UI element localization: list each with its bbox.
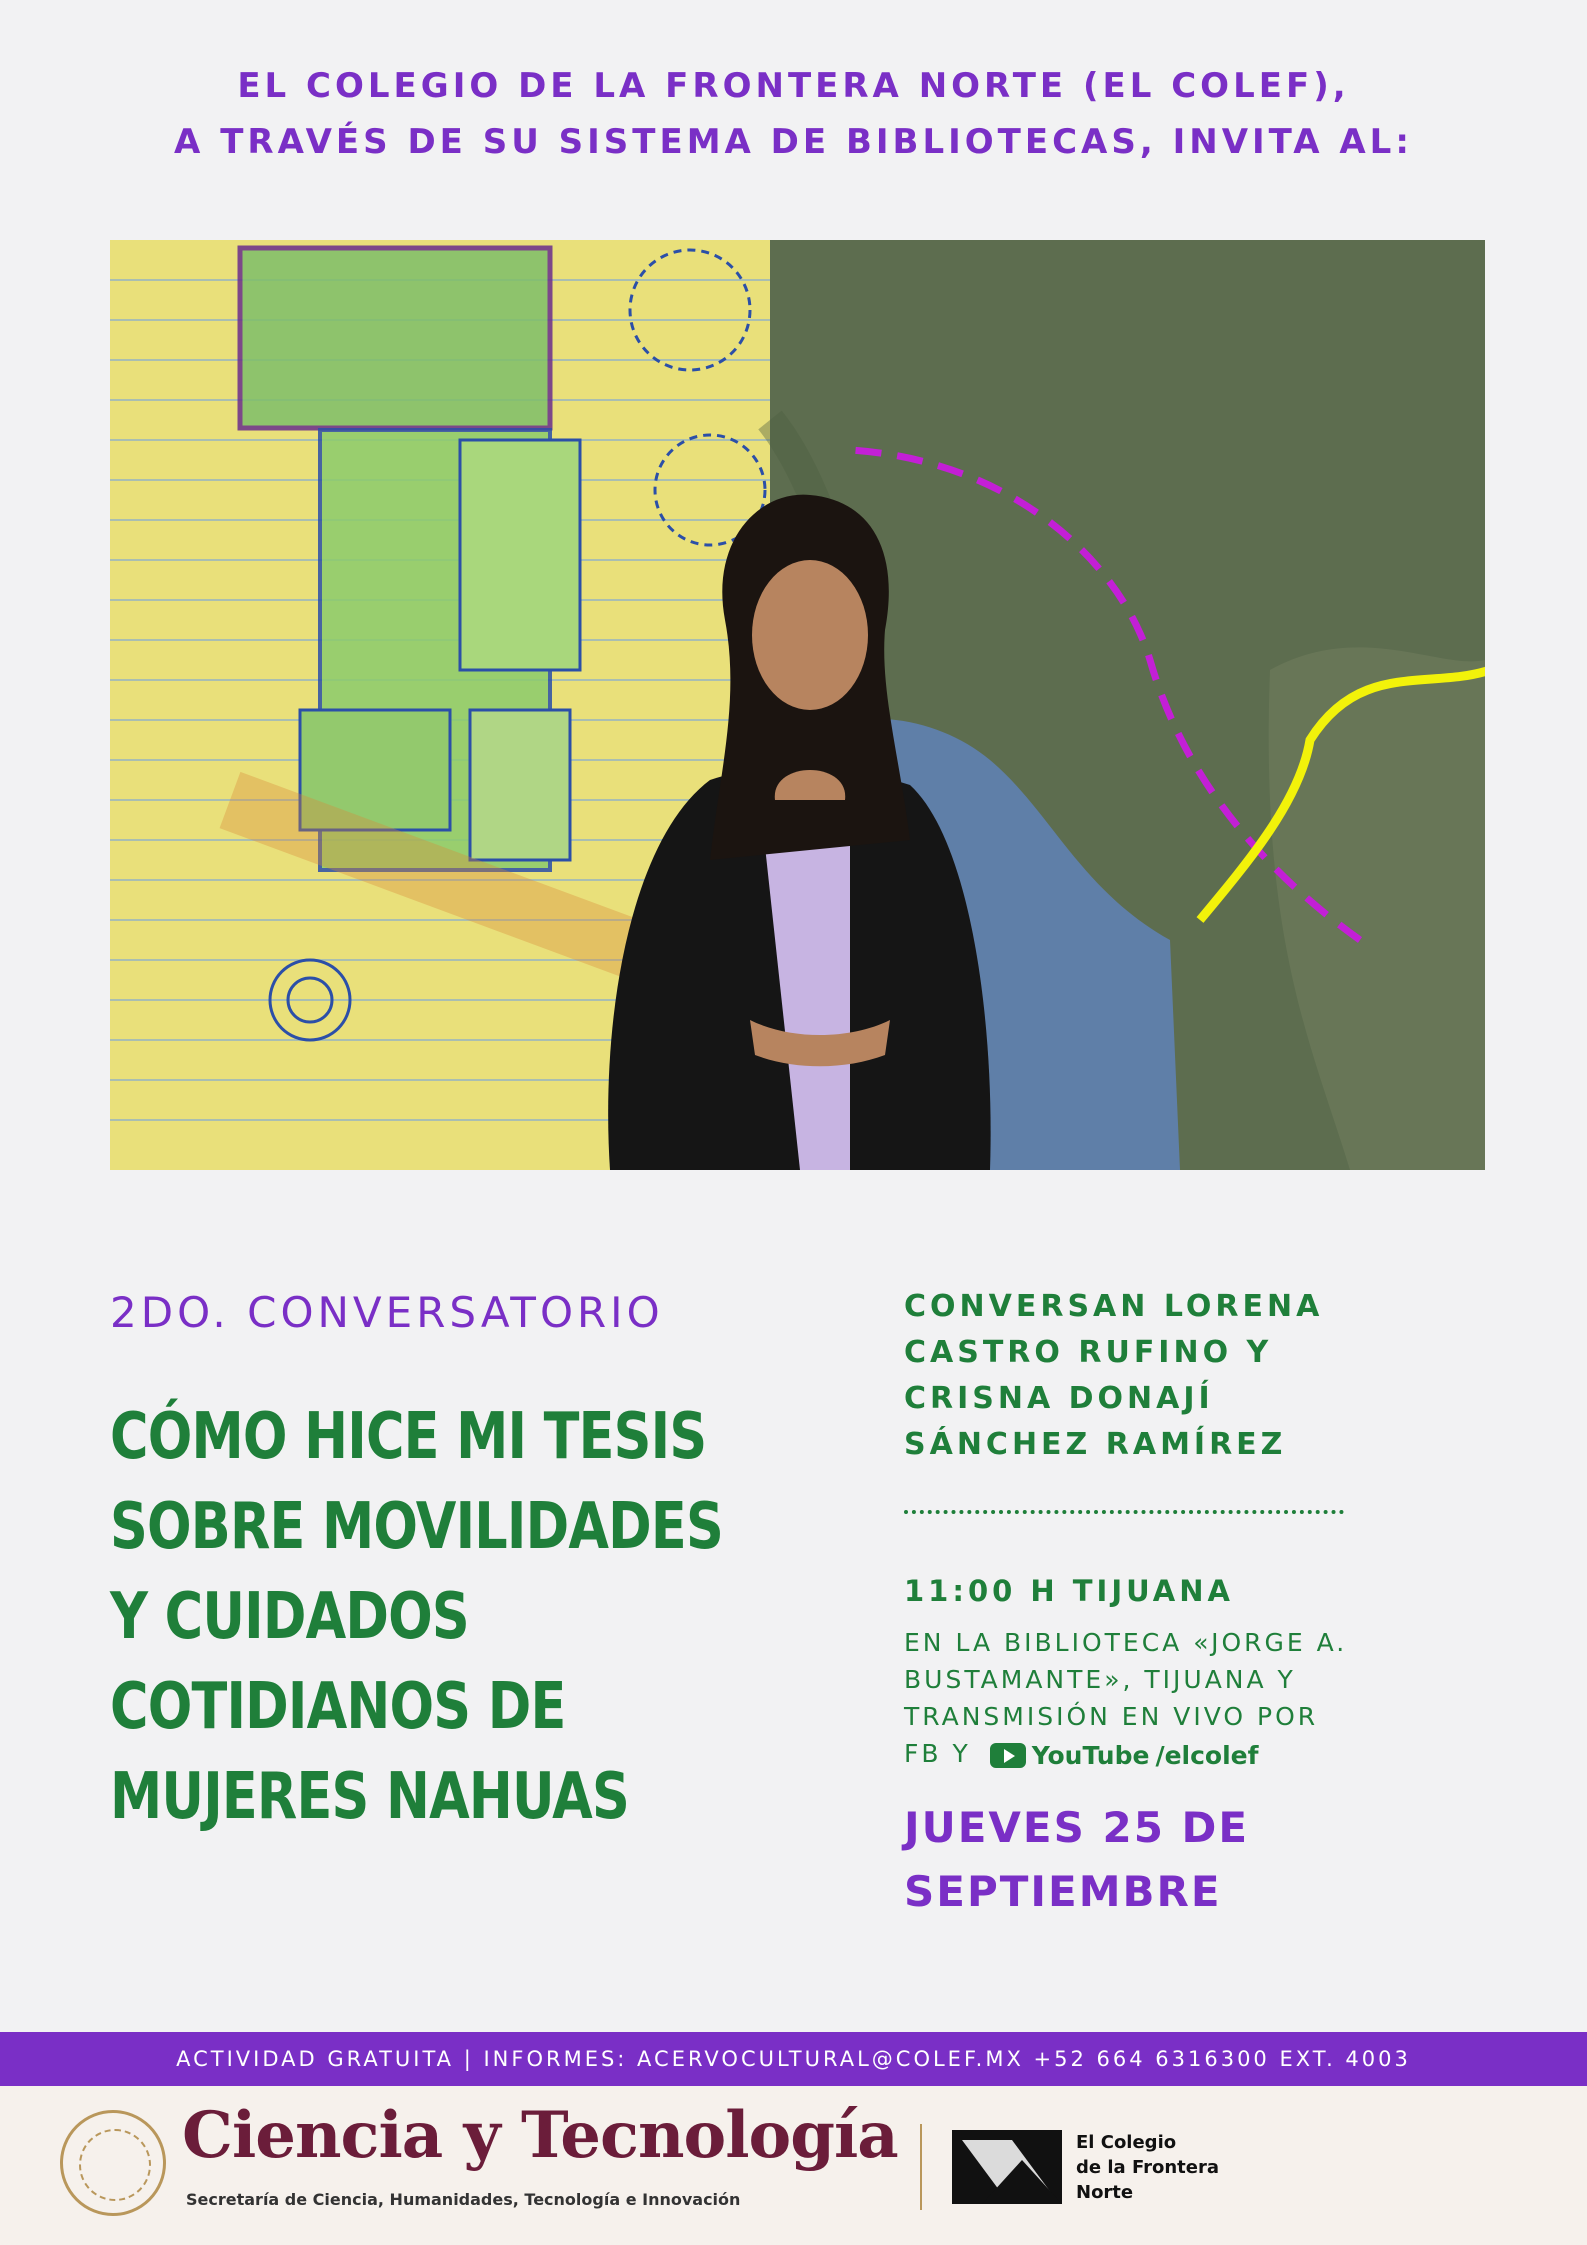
youtube-handle: /elcolef bbox=[1155, 1740, 1259, 1770]
event-title bbox=[110, 1392, 723, 1842]
logo-divider bbox=[920, 2124, 922, 2210]
venue-line: EN LA BIBLIOTECA «JORGE A. bbox=[904, 1628, 1348, 1657]
secretaria-subtitle: Secretaría de Ciencia, Humanidades, Tecnología e Innovación bbox=[186, 2190, 741, 2209]
colef-name-line: El Colegio bbox=[1076, 2132, 1177, 2153]
title-line: Y CUIDADOS bbox=[110, 1580, 469, 1654]
youtube-link[interactable] bbox=[990, 1737, 1259, 1774]
secretaria-logo-text: Ciencia y Tecnología bbox=[182, 2098, 898, 2173]
speakers-line: CASTRO RUFINO Y bbox=[904, 1335, 1273, 1370]
speakers-line: CONVERSAN LORENA bbox=[904, 1289, 1324, 1324]
event-photo bbox=[110, 240, 1485, 1170]
date-line: SEPTIEMBRE bbox=[904, 1867, 1222, 1916]
title-line: SOBRE MOVILIDADES bbox=[110, 1490, 723, 1564]
colef-name-line: Norte bbox=[1076, 2182, 1134, 2203]
date-line: JUEVES 25 DE bbox=[904, 1803, 1250, 1852]
event-venue bbox=[904, 1624, 1347, 1774]
title-line: COTIDIANOS DE bbox=[110, 1670, 566, 1744]
speakers bbox=[904, 1284, 1323, 1468]
header-line-2: A TRAVÉS DE SU SISTEMA DE BIBLIOTECAS, INVITA AL: bbox=[174, 122, 1413, 162]
invitation-header bbox=[0, 58, 1587, 170]
event-time: 11:00 H TIJUANA bbox=[904, 1574, 1234, 1608]
venue-line bbox=[904, 1735, 1347, 1774]
footer-info-bar: ACTIVIDAD GRATUITA | INFORMES: ACERVOCULTURAL@COLEF.MX +52 664 6316300 EXT. 4003 bbox=[0, 2032, 1587, 2086]
title-line: CÓMO HICE MI TESIS bbox=[110, 1400, 707, 1474]
colef-logo-icon bbox=[952, 2130, 1062, 2204]
venue-line: TRANSMISIÓN EN VIVO POR bbox=[904, 1702, 1319, 1731]
dotted-divider bbox=[904, 1510, 1344, 1514]
speakers-line: CRISNA DONAJÍ bbox=[904, 1381, 1214, 1416]
photo-illustration bbox=[110, 240, 1485, 1170]
youtube-icon bbox=[990, 1743, 1026, 1768]
event-subtitle: 2DO. CONVERSATORIO bbox=[110, 1288, 664, 1337]
speakers-line: SÁNCHEZ RAMÍREZ bbox=[904, 1427, 1287, 1462]
header-line-1: EL COLEGIO DE LA FRONTERA NORTE (EL COLEF), bbox=[237, 66, 1350, 106]
venue-line-fb: FB Y bbox=[904, 1739, 971, 1768]
colef-name bbox=[1076, 2130, 1219, 2205]
youtube-label: YouTube bbox=[1031, 1740, 1150, 1770]
colef-name-line: de la Frontera bbox=[1076, 2157, 1219, 2178]
event-date bbox=[904, 1796, 1249, 1924]
mexico-seal-icon bbox=[60, 2110, 166, 2216]
logos-strip bbox=[0, 2086, 1587, 2245]
venue-line: BUSTAMANTE», TIJUANA Y bbox=[904, 1665, 1296, 1694]
title-line: MUJERES NAHUAS bbox=[110, 1760, 629, 1834]
